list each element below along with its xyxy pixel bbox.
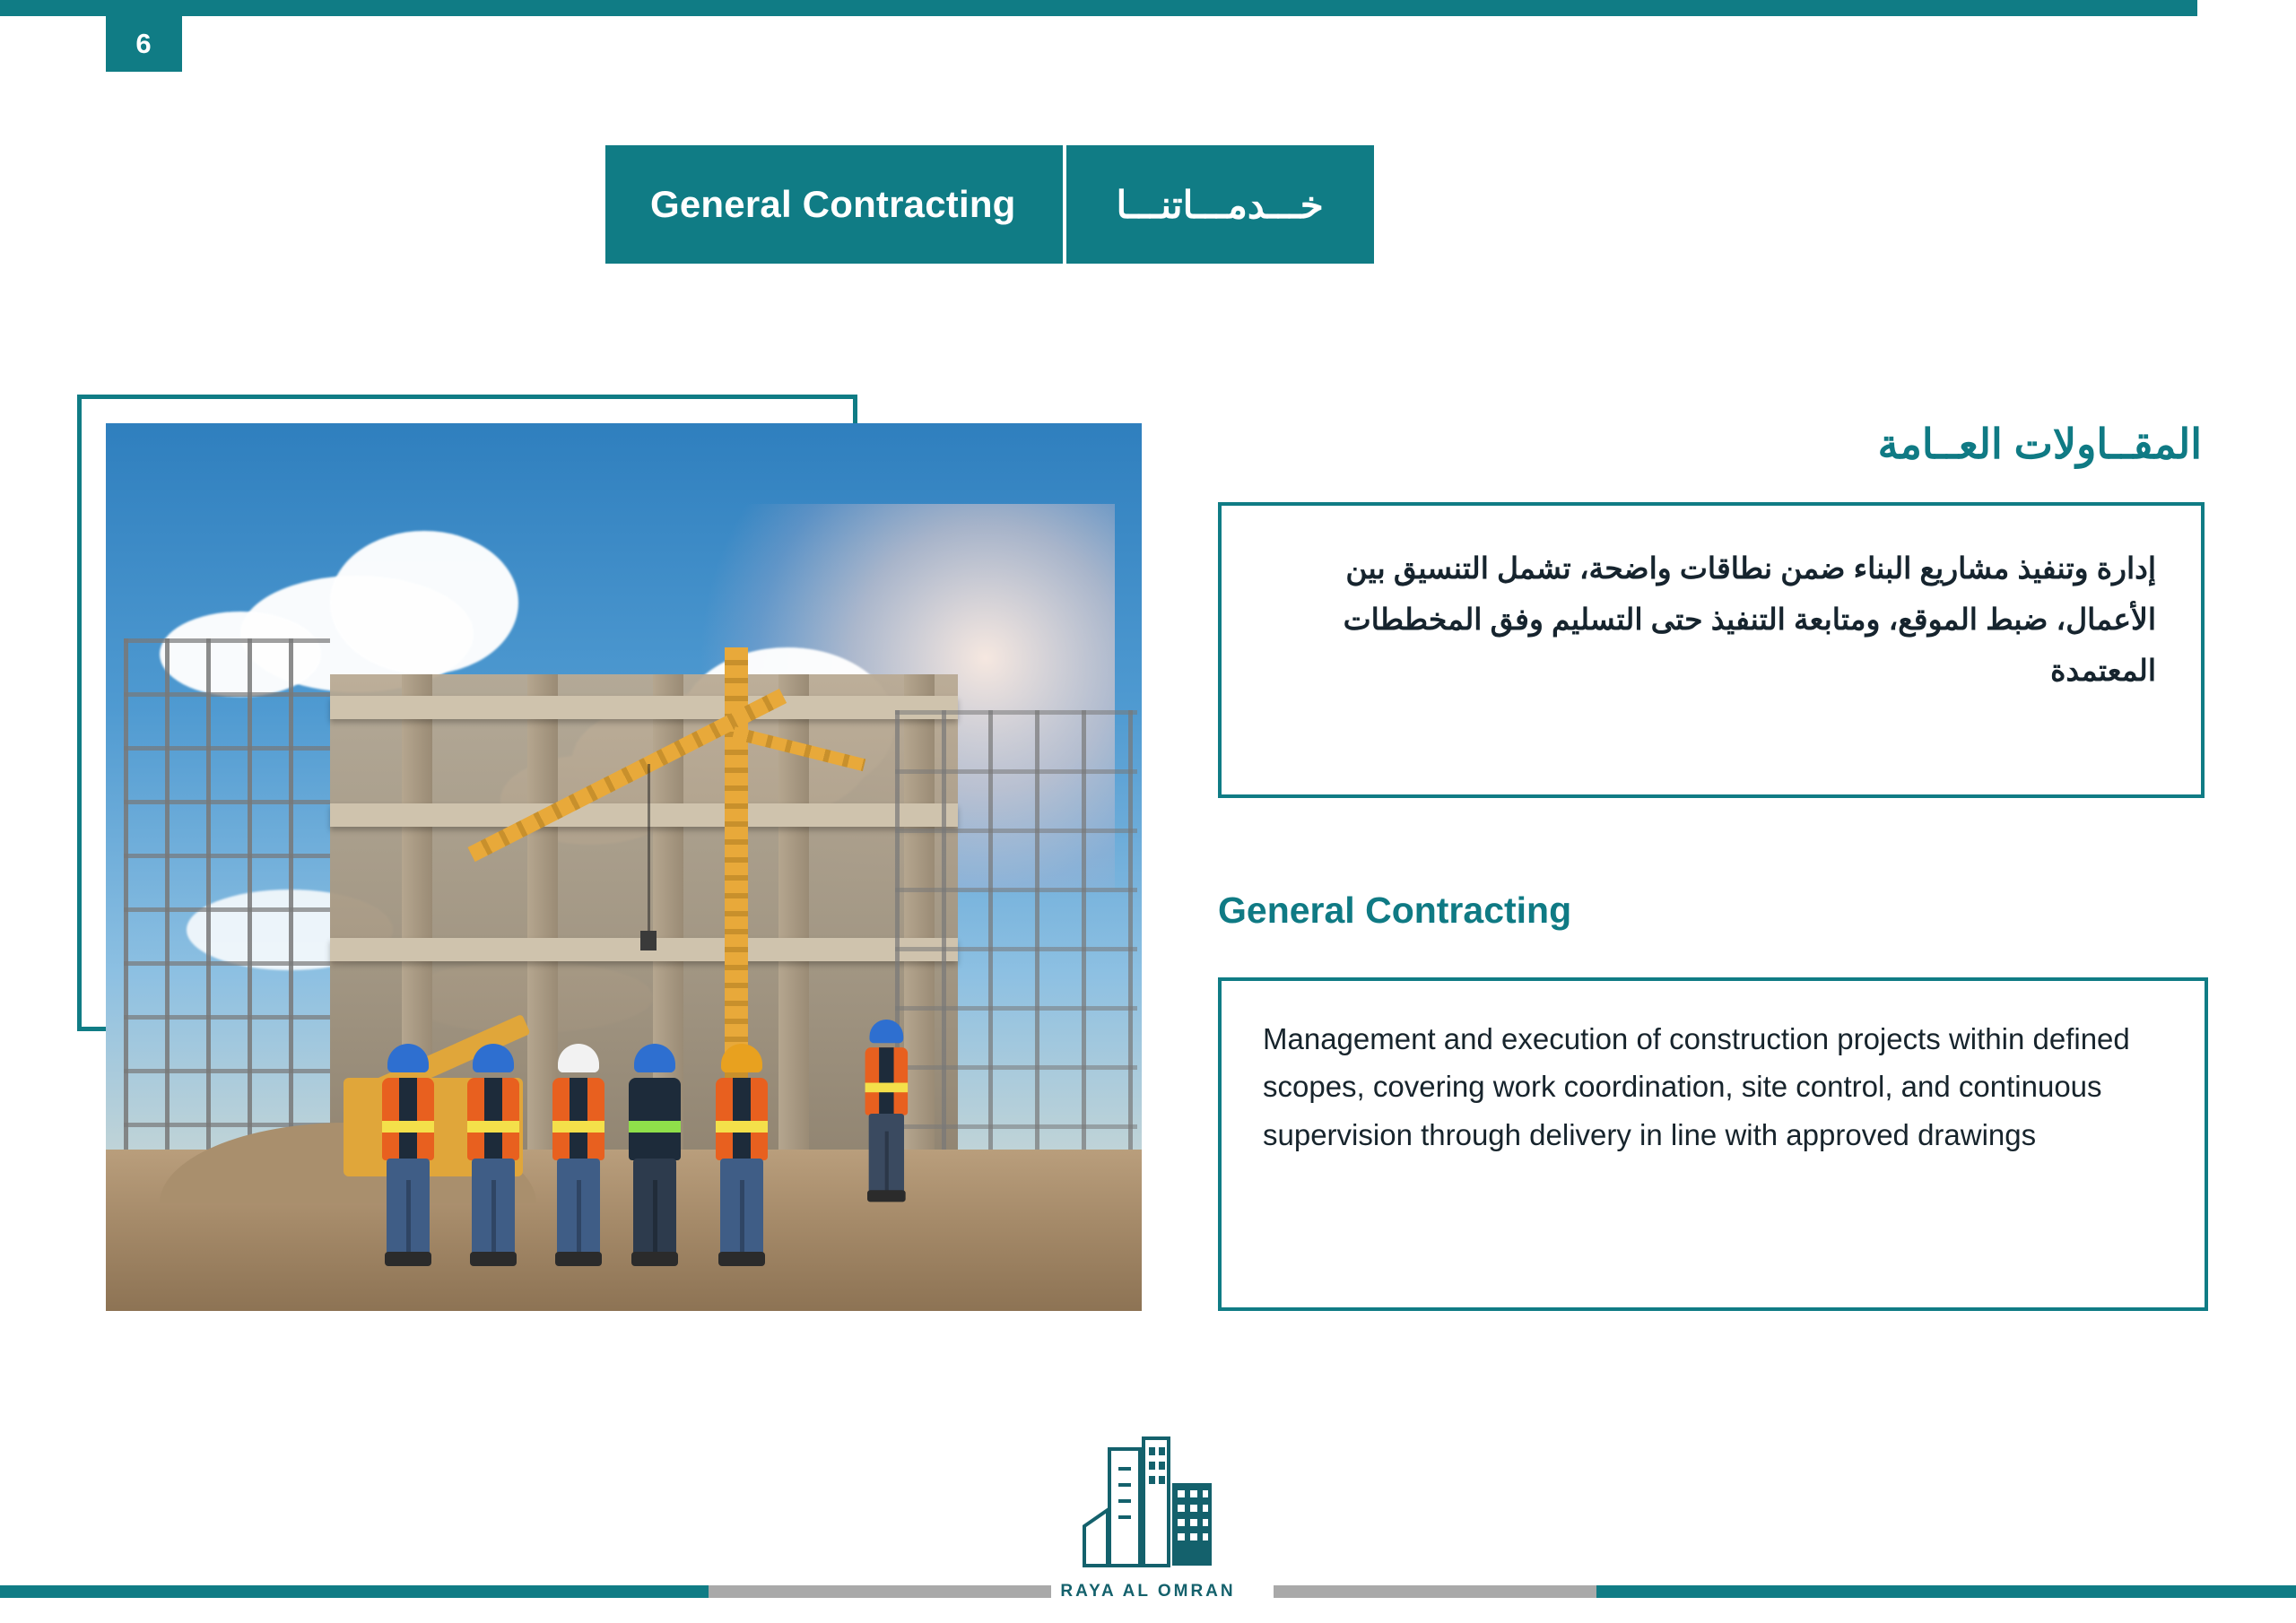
footer-rule-right-teal (1596, 1585, 2296, 1598)
vest-stripe (629, 1121, 681, 1133)
page-number-left-strip (0, 0, 106, 16)
crane-hook (640, 931, 657, 950)
vest-stripe (552, 1121, 604, 1133)
top-accent-bar (0, 0, 2296, 16)
vest-stripe (467, 1121, 519, 1133)
vest-stripe (865, 1083, 909, 1093)
worker-legs (720, 1159, 763, 1255)
hard-hat (721, 1044, 762, 1072)
worker-legs (557, 1159, 600, 1255)
page-number: 6 (106, 16, 182, 72)
worker-legs (472, 1159, 515, 1255)
safety-vest (716, 1078, 768, 1160)
worker (622, 1044, 688, 1268)
worker (859, 1020, 914, 1203)
footer-rule-left-teal (0, 1585, 709, 1598)
logo-buildings-icon (1054, 1433, 1242, 1576)
english-section-heading: General Contracting (1218, 890, 1572, 931)
worker (375, 1044, 441, 1268)
safety-vest (552, 1078, 604, 1160)
construction-site-photo (106, 423, 1142, 1311)
hard-hat (869, 1020, 903, 1043)
worker-boots (718, 1252, 765, 1266)
scaffolding-left (124, 638, 330, 1176)
company-logo (1036, 1415, 1260, 1603)
english-description-box: Management and execution of construction projects within defined scopes, covering work coordination, site control, and continuous supervision through delivery in line with approved drawings (1218, 977, 2208, 1311)
hard-hat (558, 1044, 599, 1072)
cloud (330, 531, 518, 674)
worker-boots (555, 1252, 602, 1266)
worker-legs (869, 1114, 904, 1193)
worker (545, 1044, 612, 1268)
worker-legs (633, 1159, 676, 1255)
worker-boots (867, 1190, 906, 1202)
floor-slab (330, 803, 958, 827)
safety-vest (467, 1078, 519, 1160)
page-title-ar: خـــدمـــاتنـــا (1066, 145, 1374, 264)
worker-boots (631, 1252, 678, 1266)
worker-boots (385, 1252, 431, 1266)
vest-stripe (382, 1121, 434, 1133)
page-title-en: General Contracting (605, 145, 1063, 264)
arabic-description-box: إدارة وتنفيذ مشاريع البناء ضمن نطاقات واضحة، تشمل التنسيق بين الأعمال، ضبط الموقع، ومتابعة التنفيذ حتى التسليم وفق المخططات المعتمدة (1218, 502, 2205, 798)
worker-legs (387, 1159, 430, 1255)
scaffolding-right (895, 710, 1137, 1176)
footer-rule-right-grey (1274, 1585, 1596, 1598)
footer-rule-left-grey (709, 1585, 1076, 1598)
crane-cable (648, 764, 650, 934)
hard-hat (473, 1044, 514, 1072)
worker (460, 1044, 526, 1268)
safety-vest (865, 1047, 909, 1115)
vest-stripe (716, 1121, 768, 1133)
worker (709, 1044, 775, 1268)
worker-boots (470, 1252, 517, 1266)
floor-slab (330, 696, 958, 719)
hard-hat (634, 1044, 675, 1072)
hard-hat (387, 1044, 429, 1072)
top-bar-right-gap (2197, 0, 2296, 16)
safety-vest (629, 1078, 681, 1160)
logo-wordmark: RAYA AL OMRAN (1051, 1580, 1244, 1603)
safety-vest (382, 1078, 434, 1160)
arabic-section-heading: المقــاولات العــامة (1877, 421, 2202, 467)
slide-title-block (605, 145, 1374, 264)
